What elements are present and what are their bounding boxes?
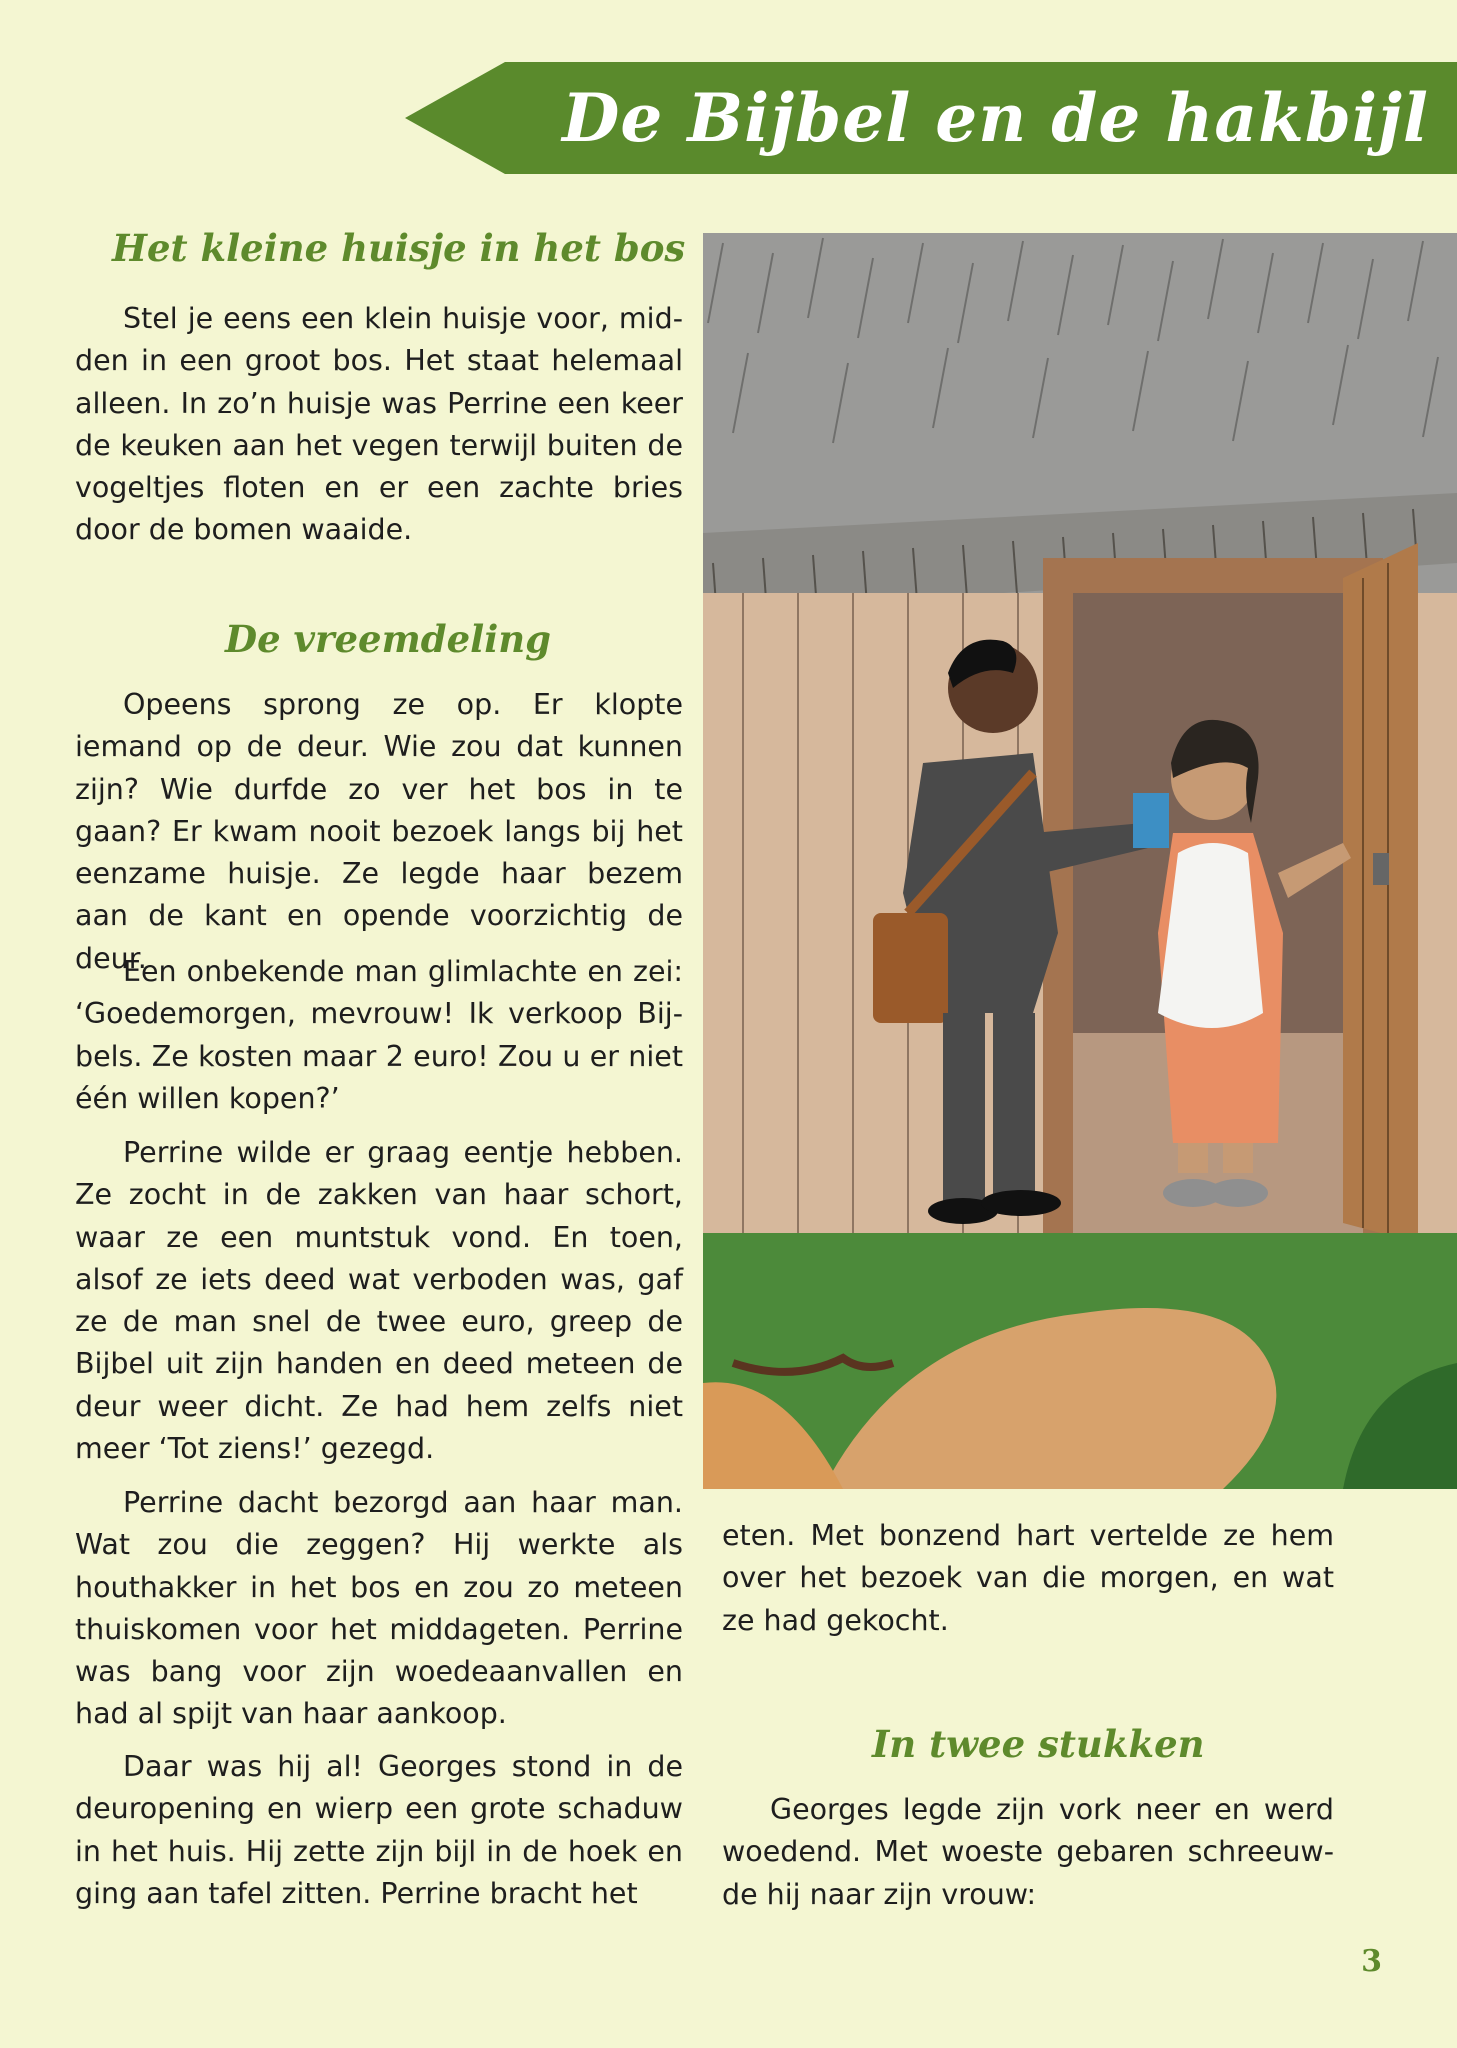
paragraph: Stel je eens een klein huisje voor, midden in een groot bos. Het staat helemaal alleen. In zo’n huisje was Perrine een keer de keuken aan het vegen terwijl buiten de vogeltjes floten en er een zachte bries door de bomen waaide. [75, 302, 683, 547]
section-heading-vreemdeling: De vreemdeling [225, 617, 552, 661]
section-heading-twee-stukken: In twee stukken [872, 1722, 1205, 1766]
section-heading-huisje: Het kleine huisje in het bos [112, 226, 686, 270]
title-banner [405, 62, 1457, 174]
paragraph: Een onbekende man glimlachte en zei: ‘Goedemorgen, mevrouw! Ik verkoop Bijbels. Ze kosten maar 2 euro! Zou u er niet één willen kopen?’ [75, 955, 683, 1115]
illustration-bible-seller [703, 233, 1457, 1489]
paragraph: Perrine dacht bezorgd aan haar man. Wat zou die zeggen? Hij werkte als houthakker in het bos en zou zo meteen thuiskomen voor het middageten. Perrine was bang voor zijn woedeaanvallen en had al spijt van haar aankoop. [75, 1486, 683, 1731]
paragraph: Georges legde zijn vork neer en werd woedend. Met woeste gebaren schreeuwde hij naar zijn vrouw: [722, 1793, 1334, 1911]
paragraph-continued: eten. Met bonzend hart vertelde ze hem over het bezoek van die morgen, en wat ze had gekocht. [722, 1519, 1334, 1637]
page-number: 3 [1361, 1944, 1382, 1979]
paragraph: Daar was hij al! Georges stond in de deuropening en wierp een grote schaduw in het huis. Hij zette zijn bijl in de hoek en ging aan tafel zitten. Perrine bracht het [75, 1750, 683, 1910]
paragraph: Opeens sprong ze op. Er klopte iemand op de deur. Wie zou dat kunnen zijn? Wie durfde zo ver het bos in te gaan? Er kwam nooit bezoek langs bij het eenzame huisje. Ze legde haar bezem aan de kant en opende voorzichtig de deur. [75, 688, 683, 975]
page-title: De Bijbel en de hakbijl [562, 79, 1429, 157]
paragraph: Perrine wilde er graag eentje hebben. Ze zocht in de zakken van haar schort, waar ze een muntstuk vond. En toen, alsof ze iets deed wat verboden was, gaf ze de man snel de twee euro, greep de Bijbel uit zijn handen en deed meteen de deur weer dicht. Ze had hem zelfs niet meer ‘Tot ziens!’ gezegd. [75, 1136, 683, 1466]
